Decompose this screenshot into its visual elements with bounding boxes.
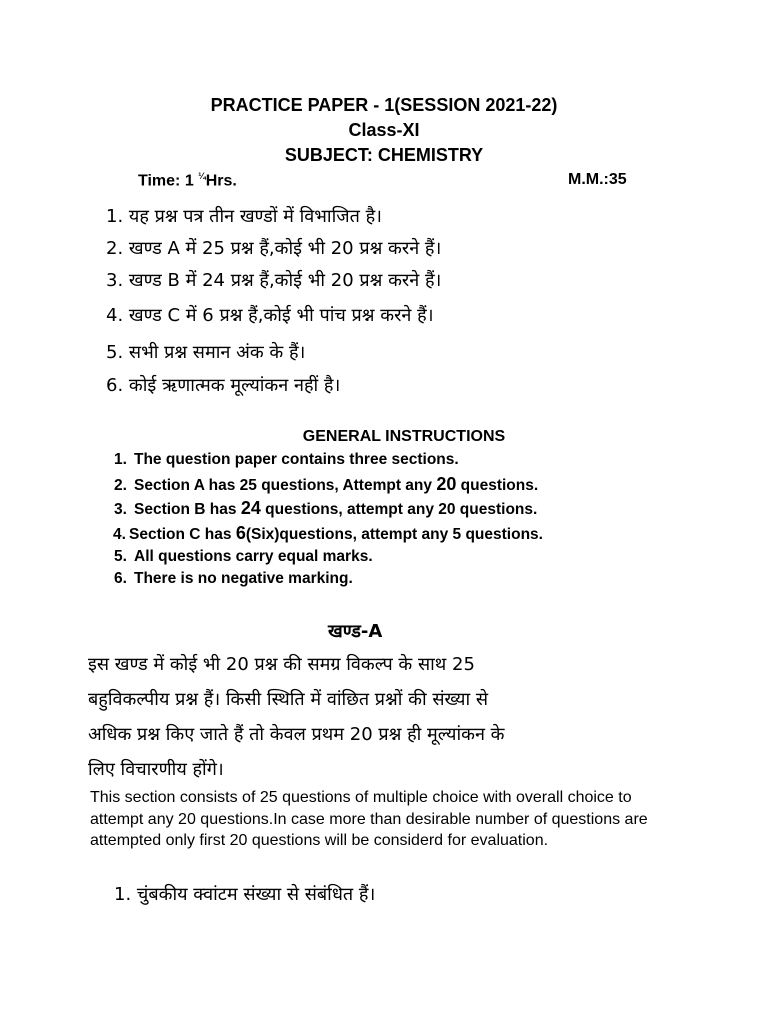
time-label xyxy=(138,171,237,190)
instruction-number: 5. xyxy=(114,548,127,565)
question-number: 1. xyxy=(114,884,132,905)
instruction-item-3 xyxy=(114,498,537,519)
time-fraction: ¼ xyxy=(198,171,206,181)
instruction-item-2 xyxy=(114,474,538,495)
question-1 xyxy=(114,882,375,906)
instruction-text: Section A has 25 questions, Attempt any xyxy=(134,477,437,494)
instruction-number: 2. xyxy=(114,477,127,494)
hindi-instruction-6: 6. कोई ऋणात्मक मूल्यांकन नहीं है। xyxy=(106,375,341,396)
instruction-item-5 xyxy=(114,548,373,566)
hindi-instruction-4: 4. खण्ड C में 6 प्रश्न हैं,कोई भी पांच प्रश्न करने हैं। xyxy=(106,305,434,326)
class-label: Class-XI xyxy=(348,120,420,140)
paper-title: PRACTICE PAPER - 1(SESSION 2021-22) xyxy=(210,95,558,115)
instruction-text-end: questions, attempt any 20 questions. xyxy=(260,501,538,518)
subject-label: SUBJECT: CHEMISTRY xyxy=(284,145,484,165)
section-a-heading: खण्ड-A xyxy=(328,621,383,642)
max-marks: M.M.:35 xyxy=(568,171,627,188)
general-instructions-heading: GENERAL INSTRUCTIONS xyxy=(302,428,506,445)
instruction-number-emphasis: 20 xyxy=(436,474,457,494)
instruction-text: The question paper contains three sections. xyxy=(134,451,459,468)
instruction-item-6 xyxy=(114,570,353,588)
instruction-text-end: (Six)questions, attempt any 5 questions. xyxy=(245,526,543,543)
hindi-instruction-5: 5. सभी प्रश्न समान अंक के हैं। xyxy=(106,342,306,363)
instruction-number-emphasis: 24 xyxy=(240,498,261,518)
instruction-text-end: questions. xyxy=(456,477,539,494)
instruction-text: Section C has xyxy=(129,526,236,543)
time-prefix: Time: 1 xyxy=(138,172,194,190)
section-a-english-paragraph: This section consists of 25 questions of multiple choice with overall choice to attempt any 20 questions.In case more than desirable number of questions are attempted only first 20 questions will be considerd for evaluation. xyxy=(90,789,648,849)
question-text: चुंबकीय क्वांटम संख्या से संबंधित हैं। xyxy=(136,884,376,905)
section-a-hindi-line-1: इस खण्ड में कोई भी 20 प्रश्न की समग्र विकल्प के साथ 25 xyxy=(88,654,475,675)
hindi-instruction-3: 3. खण्ड B में 24 प्रश्न हैं,कोई भी 20 प्रश्न करने हैं। xyxy=(106,270,442,291)
instruction-text: There is no negative marking. xyxy=(134,570,353,587)
section-a-hindi-line-3: अधिक प्रश्न किए जाते हैं तो केवल प्रथम 20 प्रश्न ही मूल्यांकन के xyxy=(88,724,505,745)
instruction-text: All questions carry equal marks. xyxy=(134,548,373,565)
hindi-instruction-2: 2. खण्ड A में 25 प्रश्न हैं,कोई भी 20 प्रश्न करने हैं। xyxy=(106,238,442,259)
instruction-number: 4. xyxy=(113,526,126,543)
instruction-number-emphasis: 6 xyxy=(235,523,246,543)
instruction-text: Section B has xyxy=(134,501,241,518)
section-a-hindi-line-2: बहुविकल्पीय प्रश्न हैं। किसी स्थिति में वांछित प्रश्नों की संख्या से xyxy=(88,689,489,710)
instruction-number: 3. xyxy=(114,501,127,518)
section-a-hindi-line-4: लिए विचारणीय होंगे। xyxy=(88,759,224,780)
time-suffix: Hrs. xyxy=(205,172,237,190)
instruction-number: 6. xyxy=(114,570,127,587)
hindi-instruction-1: 1. यह प्रश्न पत्र तीन खण्डों में विभाजित है। xyxy=(106,206,382,227)
instruction-item-1 xyxy=(114,451,459,469)
instruction-number: 1. xyxy=(114,451,127,468)
instruction-item-4 xyxy=(113,523,543,544)
